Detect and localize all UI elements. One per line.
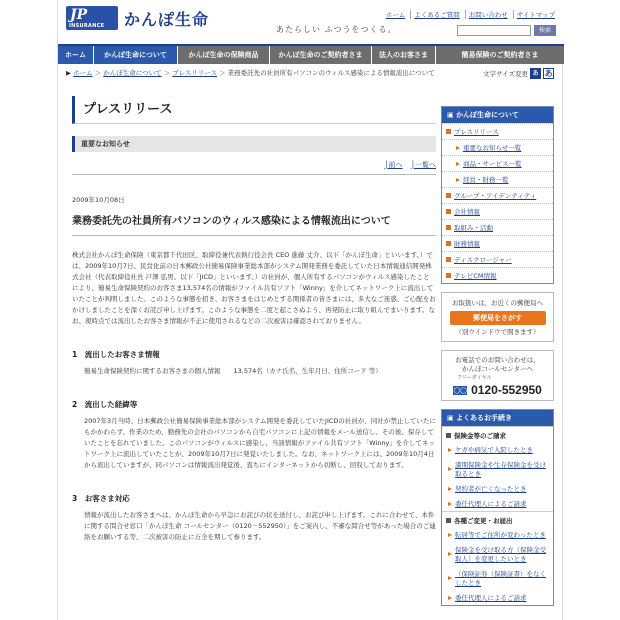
utility-links bbox=[383, 10, 558, 19]
sidebar bbox=[441, 106, 554, 606]
nav-home[interactable]: ホーム bbox=[58, 46, 94, 64]
section-3-title: 3 お客さま対応 bbox=[72, 494, 130, 503]
section-2-title: 2 流出した経緯等 bbox=[72, 400, 138, 409]
arrow-icon bbox=[448, 467, 452, 471]
faq-group-changes: 各種ご変更・お届出 bbox=[442, 511, 553, 527]
section-3-body: 情報が流出したお客さまへは、かんぽ生命から早急にお詫びの状を送付し、お詫び申し上げます。これに合わせて、本件に関する問合せ窓口「かんぽ生命 コールセンター（0120－552950）」をご案内し、不審な問合せ等があった場合のご連絡をお願いする等、二次被害の防止に万全を期して参ります。 bbox=[84, 511, 436, 541]
release-date: 2009年10月08日 bbox=[72, 196, 125, 204]
sidebar-item-tvcm[interactable]: テレビCM情報 bbox=[442, 267, 553, 283]
breadcrumb: ▶ ホーム ＞ かんぽ生命について ＞ プレスリリース ＞ 業務委託先の社員所有パソコンのウィルス感染による情報流出について bbox=[66, 69, 435, 77]
text-size-label: 文字サイズ変更 bbox=[483, 70, 528, 78]
arrow-icon bbox=[448, 552, 452, 556]
faq-link[interactable]: 転居等でご住所が変わったとき bbox=[442, 527, 553, 542]
breadcrumb-press[interactable]: プレスリリース bbox=[172, 69, 217, 77]
brand-name: かんぽ生命 bbox=[124, 9, 210, 29]
section-1-title: 1 流出したお客さま情報 bbox=[72, 350, 160, 359]
sidebar-item-activities[interactable]: 取組み・活動 bbox=[442, 219, 553, 235]
util-link-home[interactable]: ホーム bbox=[385, 11, 406, 19]
bullet-icon bbox=[446, 241, 451, 246]
faq-heading: ▣ よくあるお手続き bbox=[442, 410, 553, 426]
section-2-body: 2007年3月当時、日本郵政公社簡易保険事業総本部がシステム開発を委託していたJICDの社員が、同社が禁止していたにもかかわらず、作業のため、勤務先の会社のパソコンから自宅パソコンに上記の情報をメール送信し、その後、保存していたことを忘れていました。このパソコンがウィルスに感染し、当該情報がファイル共有ソフト「Winny」を介してネットワーク上に流出していたことが、2009年10月7日に発覚いたしました。なお、ネットワーク上には、2009年10月4日から流出していますが、同パソコンは情報流出発覚後、直ちにインターネットから切断し、回収しております。 bbox=[84, 417, 436, 469]
sidebar-item-financial[interactable]: 財務情報 bbox=[442, 235, 553, 251]
arrow-icon bbox=[448, 596, 452, 600]
search-button[interactable]: 検索 bbox=[534, 25, 556, 36]
pager bbox=[72, 160, 436, 170]
nav-products[interactable]: かんぽ生命の保険商品 bbox=[178, 46, 270, 64]
arrow-icon bbox=[448, 487, 452, 491]
nav-contractors[interactable]: かんぽ生命のご契約者さま bbox=[270, 46, 372, 64]
main-content bbox=[72, 96, 436, 543]
text-size-large-button[interactable]: あ bbox=[544, 69, 553, 78]
util-link-contact[interactable]: お問い合わせ bbox=[465, 10, 511, 19]
intro-paragraph: 株式会社かんぽ生命保険（東京都千代田区、取締役兼代表執行役会長 CEO 進藤 丈介、以下「かんぽ生命」といいます。）では、2009年10月7日、民営化前の日本郵政公社簡易保険事業総本部がシステム開発業務を委託していた日本情報通信開発株式会社（代表取締役社長 戸澤 弘男、以下「JICD」といいます。）の社員が、個人所有するパソコンがウィルス感染したことにより、簡易生命保険契約のお客さま13,574名の情報がファイル共有ソフト「Winny」を介してネットワーク上に流出していたことが判明しました。このような事態を招き、お客さまをはじめとする関係者の皆さまには、多大なご迷惑、ご心配をおかけしましたことを深くお詫び申し上げます。このような事態を二度と起こさぬよう、再発防止に取り組んでまいります。なお、現時点では流出したお客さま情報が不正に使用されるなどの二次被害は確認されておりません。 bbox=[72, 251, 436, 325]
bullet-icon bbox=[446, 209, 451, 214]
freedial-icon: ◯◯ bbox=[453, 387, 467, 394]
sidebar-item-products[interactable]: 商品・サービス一覧 bbox=[442, 155, 553, 171]
section-bar: 重要なお知らせ bbox=[72, 136, 436, 152]
square-icon bbox=[446, 518, 451, 523]
search-area bbox=[457, 25, 556, 36]
faq-box bbox=[441, 409, 554, 606]
arrow-icon bbox=[448, 448, 452, 452]
util-link-sitemap[interactable]: サイトマップ bbox=[513, 10, 558, 19]
sidebar-about-box bbox=[441, 106, 554, 284]
faq-link[interactable]: 契約者が亡くなったとき bbox=[442, 481, 553, 496]
bullet-icon bbox=[446, 225, 451, 230]
call-center-line2: かんぽコールセンターへ bbox=[461, 365, 534, 373]
pager-list-link[interactable]: │一覧へ bbox=[410, 161, 436, 169]
util-link-faq[interactable]: よくあるご質問 bbox=[410, 10, 463, 19]
jp-insurance-logo-icon: JP INSURANCE bbox=[66, 6, 118, 30]
call-center-line1: お電話でのお問い合わせは、 bbox=[455, 356, 540, 364]
text-size-control bbox=[483, 68, 554, 79]
sidebar-item-finance[interactable]: 経営・財務一覧 bbox=[442, 171, 553, 187]
post-office-box bbox=[441, 292, 554, 342]
nav-about[interactable]: かんぽ生命について bbox=[94, 46, 178, 64]
phone-number: 0120-552950 bbox=[471, 383, 542, 397]
faq-link[interactable]: 満期保険金や生存保険金を受け取るとき bbox=[442, 457, 553, 481]
arrow-icon bbox=[448, 576, 452, 580]
bullet-icon bbox=[446, 193, 451, 198]
nav-kanpo-contractors[interactable]: 簡易保険のご契約者さま bbox=[461, 51, 539, 59]
arrow-icon bbox=[456, 178, 460, 182]
arrow-icon bbox=[448, 533, 452, 537]
square-icon bbox=[446, 433, 451, 438]
nav-corporate[interactable]: 法人のお客さま bbox=[372, 46, 436, 64]
bullet-icon bbox=[446, 257, 451, 262]
text-size-small-button[interactable]: あ bbox=[530, 68, 541, 79]
arrow-icon bbox=[456, 146, 460, 150]
faq-group-claims: 保険金等のご請求 bbox=[442, 426, 553, 442]
faq-link[interactable]: 委任代理人によるご請求 bbox=[442, 496, 553, 511]
freedial-label: フリーダイヤル bbox=[457, 375, 492, 381]
sidebar-item-press[interactable]: プレスリリース bbox=[442, 123, 553, 139]
pager-prev-link[interactable]: │前へ bbox=[384, 161, 403, 169]
new-window-note: （別ウインドウで開きます） bbox=[455, 328, 540, 336]
section-1-body: 簡易生命保険契約に関するお客さまの個人情報 13,574名（カナ氏名、生年月日、住所コード 等） bbox=[84, 367, 382, 375]
faq-link[interactable]: 保険金を受け取る方（保険金受取人）を変更したいとき bbox=[442, 542, 553, 566]
page-title: プレスリリース bbox=[72, 96, 436, 124]
find-post-office-button[interactable]: 郵便局をさがす bbox=[450, 311, 546, 325]
breadcrumb-about[interactable]: かんぽ生命について bbox=[103, 69, 162, 77]
release-title: 業務委託先の社員所有パソコンのウィルス感染による情報流出について bbox=[72, 212, 436, 236]
breadcrumb-current: 業務委託先の社員所有パソコンのウィルス感染による情報流出について bbox=[227, 69, 435, 77]
divider bbox=[72, 174, 436, 175]
faq-link[interactable]: （保険証券（保険証書）をなくしたとき bbox=[442, 566, 553, 590]
arrow-icon bbox=[448, 502, 452, 506]
call-center-box bbox=[441, 350, 554, 401]
bullet-icon bbox=[446, 129, 451, 134]
bullet-icon bbox=[446, 273, 451, 278]
breadcrumb-home[interactable]: ホーム bbox=[73, 69, 93, 77]
sidebar-item-important[interactable]: 重要なお知らせ一覧 bbox=[442, 139, 553, 155]
header bbox=[58, 0, 564, 44]
logo[interactable] bbox=[66, 6, 209, 30]
sidebar-item-identity[interactable]: グループ・アイデンティティ bbox=[442, 187, 553, 203]
page bbox=[57, 0, 563, 620]
search-input[interactable] bbox=[457, 25, 531, 36]
global-nav bbox=[58, 44, 564, 64]
sidebar-item-company[interactable]: 会社情報 bbox=[442, 203, 553, 219]
sidebar-about-heading[interactable]: ▣ かんぽ生命について bbox=[442, 107, 553, 123]
tagline: あたらしい ふつうをつくる。 bbox=[276, 25, 397, 34]
faq-link[interactable]: ケガや病気で入院したとき bbox=[442, 442, 553, 457]
post-office-text: お取扱いは、お近くの郵便局へ bbox=[452, 299, 543, 307]
arrow-icon bbox=[456, 162, 460, 166]
sidebar-item-disclosure[interactable]: ディスクロージャー bbox=[442, 251, 553, 267]
faq-link[interactable]: 委任代理人によるご請求 bbox=[442, 590, 553, 605]
